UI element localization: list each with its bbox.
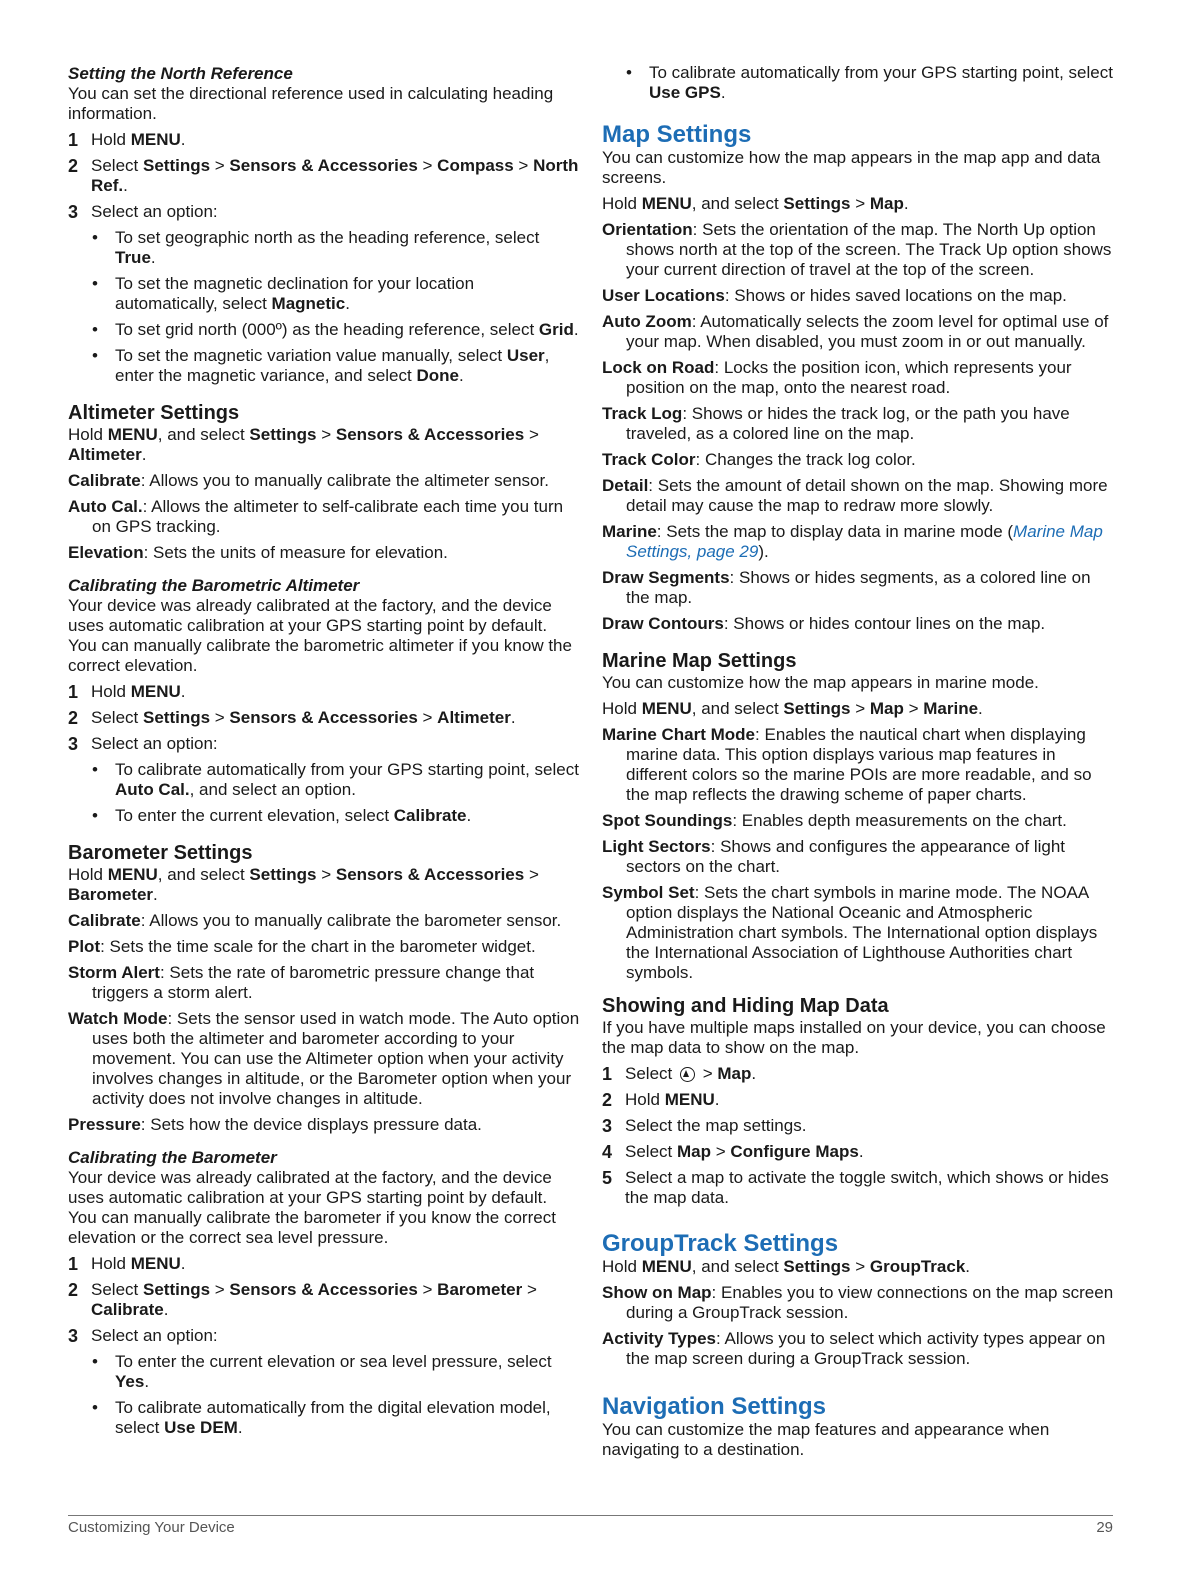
def-auto-cal: Auto Cal.: Allows the altimeter to self-calibrate each time you turn on GPS tracking.: [68, 497, 564, 536]
bullet-item: • To calibrate automatically from your GPS starting point, select Use GPS.: [626, 63, 1113, 102]
show-hide-intro: If you have multiple maps installed on your device, you can choose the map data to show on the map.: [602, 1018, 1106, 1057]
def-plot: Plot: Sets the time scale for the chart in the barometer widget.: [68, 937, 536, 956]
bullet-item: • To calibrate automatically from the digital elevation model, select Use DEM.: [92, 1398, 551, 1437]
left-column: [68, 63, 580, 1444]
step-item: 1 Hold MENU.: [68, 1254, 186, 1274]
bullet-item: • To set geographic north as the heading reference, select True.: [92, 228, 540, 267]
def-detail: Detail: Sets the amount of detail shown on the map. Showing more detail may cause the map to redraw more slowly.: [602, 476, 1108, 515]
step-item: 5 Select a map to activate the toggle switch, which shows or hides the map data.: [602, 1168, 1109, 1207]
def-track-log: Track Log: Shows or hides the track log, or the path you have traveled, as a colored line on the map.: [602, 404, 1070, 443]
def-orientation: Orientation: Sets the orientation of the map. The North Up option shows north at the top of the screen. The Track Up option shows your current direction of travel at the top of the screen.: [602, 220, 1112, 279]
north-ref-heading: Setting the North Reference: [68, 64, 293, 83]
bullet-item: • To calibrate automatically from your GPS starting point, select Auto Cal., and select an option.: [92, 760, 579, 799]
footer-section: Customizing Your Device: [68, 1519, 235, 1536]
step-item: 3 Select an option:: [68, 734, 218, 754]
marine-map-settings-link[interactable]: Marine Map Settings, page 29: [626, 522, 1103, 561]
altimeter-hold: Hold MENU, and select Settings > Sensors & Accessories > Altimeter.: [68, 425, 539, 464]
page-footer: [68, 1515, 1113, 1536]
bullet-item: • To set grid north (000º) as the heading reference, select Grid.: [92, 320, 579, 339]
show-hide-heading: Showing and Hiding Map Data: [602, 995, 889, 1017]
def-symbol-set: Symbol Set: Sets the chart symbols in marine mode. The NOAA option displays the National Oceanic and Atmospheric Administration chart symbols. The International option displays the International Association of Lighthouse Authorities chart symbols.: [602, 883, 1098, 982]
marine-map-heading: Marine Map Settings: [602, 650, 797, 672]
barometer-heading: Barometer Settings: [68, 842, 253, 864]
def-track-color: Track Color: Changes the track log color.: [602, 450, 916, 469]
step-item: 1 Hold MENU.: [68, 682, 186, 702]
step-item: 2 Select Settings > Sensors & Accessories > Compass > North Ref..: [68, 156, 579, 195]
def-light-sectors: Light Sectors: Shows and configures the appearance of light sectors on the chart.: [602, 837, 1066, 876]
grouptrack-hold: Hold MENU, and select Settings > GroupTrack.: [602, 1257, 971, 1276]
step-item: 1 Select > Map.: [602, 1064, 757, 1084]
step-item: 2 Select Settings > Sensors & Accessories > Barometer > Calibrate.: [68, 1280, 537, 1319]
navigation-heading: Navigation Settings: [602, 1393, 827, 1420]
north-ref-intro: You can set the directional reference used in calculating heading information.: [68, 84, 554, 123]
def-storm-alert: Storm Alert: Sets the rate of barometric pressure change that triggers a storm alert.: [68, 963, 535, 1002]
cal-baro-alt-heading: Calibrating the Barometric Altimeter: [68, 576, 360, 595]
step-item: 3 Select an option:: [68, 1326, 218, 1346]
marine-hold: Hold MENU, and select Settings > Map > Marine.: [602, 699, 983, 718]
def-elevation: Elevation: Sets the units of measure for elevation.: [68, 543, 448, 562]
def-calibrate: Calibrate: Allows you to manually calibrate the altimeter sensor.: [68, 471, 549, 490]
bullet-item: • To enter the current elevation, select Calibrate.: [92, 806, 472, 825]
cal-baro-intro: Your device was already calibrated at the factory, and the device uses automatic calibration at your GPS starting point by default. You can manually calibrate the barometer if you know the correct elevation or the correct sea level pressure.: [68, 1168, 556, 1247]
def-spot-soundings: Spot Soundings: Enables depth measurements on the chart.: [602, 811, 1067, 830]
def-marine: Marine: Sets the map to display data in marine mode (Marine Map Settings, page 29).: [602, 522, 1103, 561]
navigation-arrow-icon: [680, 1067, 695, 1082]
def-watch-mode: Watch Mode: Sets the sensor used in watch mode. The Auto option uses both the altimeter and barometer according to your movement. You can use the Altimeter option when your activity involves changes in altitude, or the Barometer option when your activity does not involve changes in altitude.: [68, 1009, 580, 1108]
right-column: [602, 63, 1118, 1460]
bullet-item: • To set the magnetic declination for your location automatically, select Magnetic.: [92, 274, 475, 313]
def-lock-on-road: Lock on Road: Locks the position icon, which represents your position on the map, onto the nearest road.: [602, 358, 1072, 397]
map-hold: Hold MENU, and select Settings > Map.: [602, 194, 909, 213]
marine-intro: You can customize how the map appears in marine mode.: [602, 673, 1039, 692]
step-item: 2 Select Settings > Sensors & Accessories > Altimeter.: [68, 708, 516, 728]
def-pressure: Pressure: Sets how the device displays pressure data.: [68, 1115, 482, 1134]
def-show-on-map: Show on Map: Enables you to view connections on the map screen during a GroupTrack session.: [602, 1283, 1114, 1322]
def-draw-segments: Draw Segments: Shows or hides segments, as a colored line on the map.: [602, 568, 1091, 607]
map-settings-heading: Map Settings: [602, 121, 752, 148]
step-item: 2 Hold MENU.: [602, 1090, 720, 1110]
barometer-hold: Hold MENU, and select Settings > Sensors & Accessories > Barometer.: [68, 865, 539, 904]
def-marine-chart-mode: Marine Chart Mode: Enables the nautical chart when displaying marine data. This option displays various map features in different colors so the marine POIs are more readable, and so the map reflects the drawing scheme of paper charts.: [602, 725, 1092, 804]
step-item: 3 Select the map settings.: [602, 1116, 807, 1136]
map-intro: You can customize how the map appears in the map app and data screens.: [602, 148, 1101, 187]
cal-baro-alt-intro: Your device was already calibrated at the factory, and the device uses automatic calibration at your GPS starting point by default. You can manually calibrate the barometric altimeter if you know the correct elevation.: [68, 596, 572, 675]
step-item: 1 Hold MENU.: [68, 130, 186, 150]
def-auto-zoom: Auto Zoom: Automatically selects the zoom level for optimal use of your map. When disabled, you must zoom in or out manually.: [602, 312, 1109, 351]
altimeter-heading: Altimeter Settings: [68, 402, 240, 424]
step-item: 4 Select Map > Configure Maps.: [602, 1142, 864, 1162]
navigation-intro: You can customize the map features and appearance when navigating to a destination.: [602, 1420, 1050, 1459]
page-number: 29: [1096, 1519, 1113, 1536]
def-calibrate: Calibrate: Allows you to manually calibrate the barometer sensor.: [68, 911, 562, 930]
bullet-item: • To enter the current elevation or sea level pressure, select Yes.: [92, 1352, 552, 1391]
def-activity-types: Activity Types: Allows you to select which activity types appear on the map screen during a GroupTrack session.: [602, 1329, 1106, 1368]
grouptrack-heading: GroupTrack Settings: [602, 1230, 839, 1257]
bullet-item: • To set the magnetic variation value manually, select User, enter the magnetic variance, and select Done.: [92, 346, 550, 385]
step-item: 3 Select an option:: [68, 202, 218, 222]
def-user-locations: User Locations: Shows or hides saved locations on the map.: [602, 286, 1067, 305]
cal-baro-heading: Calibrating the Barometer: [68, 1148, 277, 1167]
def-draw-contours: Draw Contours: Shows or hides contour lines on the map.: [602, 614, 1046, 633]
